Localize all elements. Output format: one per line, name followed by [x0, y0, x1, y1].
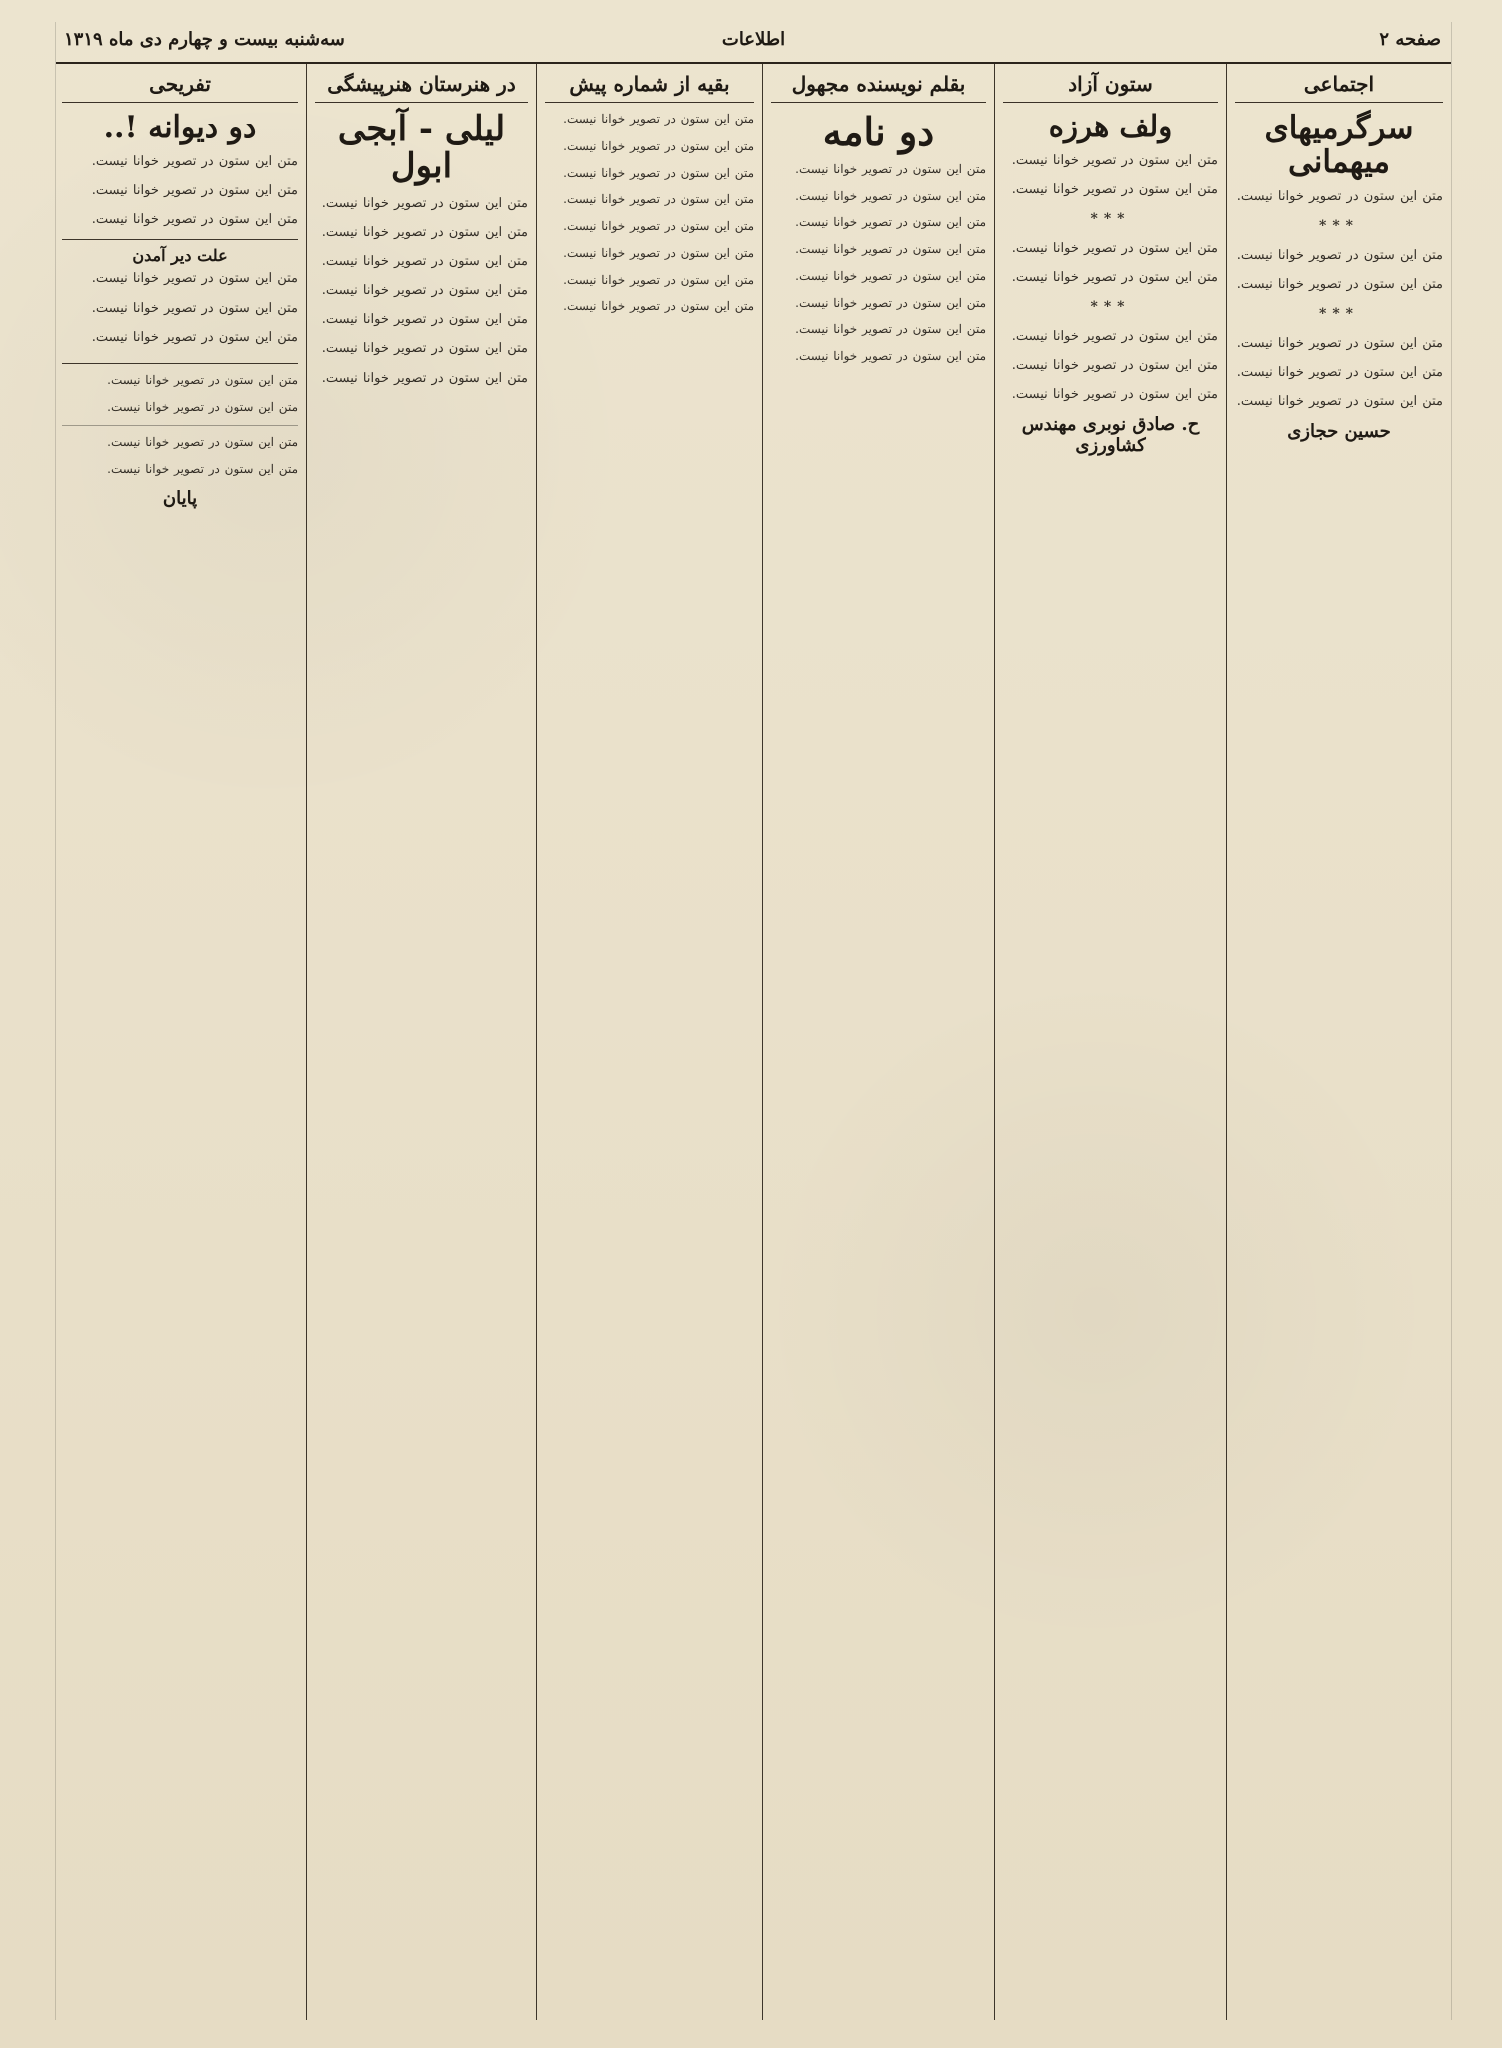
paragraph: متن این ستون در تصویر خوانا نیست.	[1011, 182, 1218, 198]
paragraph: متن این ستون در تصویر خوانا نیست.	[321, 195, 528, 211]
paragraph: متن این ستون در تصویر خوانا نیست.	[795, 322, 986, 337]
newspaper-name: اطلاعات	[721, 29, 786, 50]
end-mark: پایان	[162, 487, 198, 509]
paragraph: متن این ستون در تصویر خوانا نیست.	[563, 219, 754, 233]
paragraph: متن این ستون در تصویر خوانا نیست.	[91, 154, 298, 169]
paragraph: متن این ستون در تصویر خوانا نیست.	[563, 272, 754, 287]
column-label: اجتماعی	[1235, 64, 1443, 103]
paragraph: متن این ستون در تصویر خوانا نیست.	[563, 192, 754, 207]
column-headline: سرگرمیهای میهمانی	[1264, 110, 1414, 181]
masthead	[56, 22, 1451, 64]
column-fun	[54, 64, 306, 2020]
column-label: ستون آزاد	[1003, 64, 1218, 103]
inset-box	[62, 239, 298, 363]
paragraph: متن این ستون در تصویر خوانا نیست.	[107, 399, 298, 414]
paragraph: متن این ستون در تصویر خوانا نیست.	[1011, 240, 1218, 256]
paragraph: متن این ستون در تصویر خوانا نیست.	[795, 268, 986, 283]
inset-headline: علت دیر آمدن	[132, 246, 228, 266]
column-label: بقلم نویسنده مجهول	[771, 64, 986, 103]
paragraph: متن این ستون در تصویر خوانا نیست.	[795, 161, 986, 176]
paragraph: متن این ستون در تصویر خوانا نیست.	[795, 349, 986, 364]
column-headline: ولف هرزه	[1048, 109, 1173, 143]
column-headline: دو دیوانه !..	[103, 110, 257, 145]
inset-text	[62, 269, 298, 347]
author-signature: حسین حجازی	[1287, 421, 1391, 443]
paragraph: متن این ستون در تصویر خوانا نیست.	[563, 112, 754, 126]
column-text	[1235, 187, 1443, 412]
column-label: بقیه از شماره پیش	[545, 64, 754, 103]
separator-stars: ***	[1090, 299, 1131, 316]
column-text	[1003, 151, 1218, 405]
paragraph: متن این ستون در تصویر خوانا نیست.	[321, 370, 528, 386]
paragraph: متن این ستون در تصویر خوانا نیست.	[563, 165, 754, 180]
paragraph: متن این ستون در تصویر خوانا نیست.	[563, 245, 754, 260]
columns-wrapper	[56, 64, 1451, 2020]
column-text	[545, 111, 754, 316]
separator-stars: ***	[1319, 218, 1359, 235]
column-headline: دو نامه	[822, 109, 935, 154]
paragraph: متن این ستون در تصویر خوانا نیست.	[795, 295, 986, 310]
paragraph: متن این ستون در تصویر خوانا نیست.	[1011, 357, 1218, 373]
paragraph: متن این ستون در تصویر خوانا نیست.	[91, 329, 298, 345]
paragraph: متن این ستون در تصویر خوانا نیست.	[321, 254, 528, 270]
column-continued	[536, 64, 762, 2020]
column-theatre	[306, 64, 536, 2020]
divider-line	[62, 425, 298, 426]
paragraph: متن این ستون در تصویر خوانا نیست.	[1011, 328, 1218, 344]
paragraph: متن این ستون در تصویر خوانا نیست.	[1236, 394, 1443, 410]
paragraph: متن این ستون در تصویر خوانا نیست.	[91, 271, 298, 287]
paragraph: متن این ستون در تصویر خوانا نیست.	[321, 283, 528, 299]
paragraph: متن این ستون در تصویر خوانا نیست.	[321, 312, 528, 328]
paragraph: متن این ستون در تصویر خوانا نیست.	[91, 183, 298, 199]
paragraph: متن این ستون در تصویر خوانا نیست.	[1236, 248, 1443, 264]
author-signature: ح. صادق نوبری مهندس کشاورزی	[1021, 414, 1200, 457]
paragraph: متن این ستون در تصویر خوانا نیست.	[1011, 152, 1218, 168]
paragraph: متن این ستون در تصویر خوانا نیست.	[91, 300, 298, 316]
page-number: صفحه ۲	[1379, 29, 1441, 50]
paragraph: متن این ستون در تصویر خوانا نیست.	[107, 435, 298, 450]
paragraph: متن این ستون در تصویر خوانا نیست.	[563, 138, 754, 153]
column-label: در هنرستان هنرپیشگی	[315, 64, 528, 103]
column-text	[771, 161, 986, 366]
paragraph: متن این ستون در تصویر خوانا نیست.	[795, 188, 986, 203]
paragraph: متن این ستون در تصویر خوانا نیست.	[795, 242, 986, 257]
column-two-letters	[762, 64, 994, 2020]
column-headline: لیلی - آبجی ابول	[337, 109, 506, 187]
paragraph: متن این ستون در تصویر خوانا نیست.	[1011, 387, 1218, 403]
paragraph: متن این ستون در تصویر خوانا نیست.	[107, 372, 298, 387]
column-free	[994, 64, 1226, 2020]
paragraph: متن این ستون در تصویر خوانا نیست.	[321, 224, 528, 240]
paragraph: متن این ستون در تصویر خوانا نیست.	[563, 299, 754, 314]
paragraph: متن این ستون در تصویر خوانا نیست.	[91, 212, 298, 228]
column-label: تفریحی	[62, 64, 298, 103]
separator-stars: ***	[1319, 306, 1359, 323]
column-text	[62, 152, 298, 230]
separator-stars: ***	[1090, 211, 1131, 228]
paragraph: متن این ستون در تصویر خوانا نیست.	[107, 462, 298, 477]
paragraph: متن این ستون در تصویر خوانا نیست.	[1011, 270, 1218, 285]
column-text-tail	[62, 372, 298, 479]
paragraph: متن این ستون در تصویر خوانا نیست.	[1236, 365, 1443, 381]
page-sheet	[55, 22, 1452, 2020]
paragraph: متن این ستون در تصویر خوانا نیست.	[1236, 189, 1443, 205]
paragraph: متن این ستون در تصویر خوانا نیست.	[1236, 335, 1443, 351]
paragraph: متن این ستون در تصویر خوانا نیست.	[321, 341, 528, 357]
paragraph: متن این ستون در تصویر خوانا نیست.	[1236, 277, 1443, 293]
column-social	[1226, 64, 1451, 2020]
paragraph: متن این ستون در تصویر خوانا نیست.	[795, 215, 986, 230]
column-text	[315, 194, 528, 389]
publication-date: سه‌شنبه بیست و چهارم دی ماه ۱۳۱۹	[64, 29, 345, 50]
